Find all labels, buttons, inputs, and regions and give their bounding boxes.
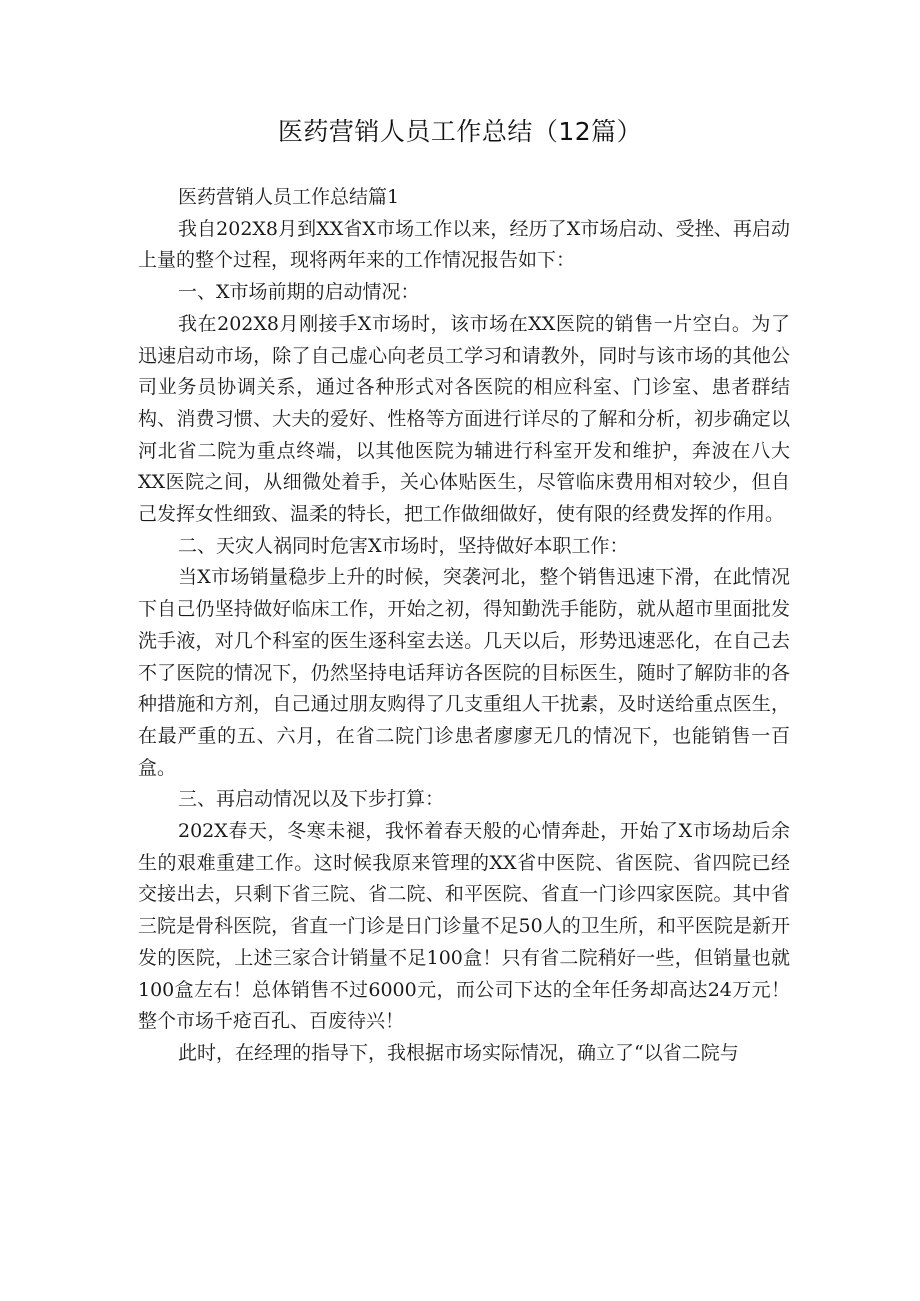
section-heading-3: 三、再启动情况以及下步打算： — [178, 788, 445, 811]
paragraph-intro: 我自202X8月到XX省X市场工作以来，经历了X市场启动、受挫、再启动上量的整个过程，现将两年来的工作情况报告如下： — [138, 217, 790, 272]
paragraph-section-1: 我在202X8月刚接手X市场时，该市场在XX医院的销售一片空白。为了迅速启动市场，除了自己虚心向老员工学习和请教外，同时与该市场的其他公司业务员协调关系，通过各种形式对各医院的相应科室、门诊室、患者群结构、消费习惯、大夫的爱好、性格等方面进行详尽的了解和分析，初步确定以河北省二院为重点终端，以其他医院为辅进行科室开发和维护，奔波在八大XX医院之间，从细微处着手，关心体贴医生，尽管临床费用相对较少，但自己发挥女性细致、温柔的特长，把工作做细做好，使有限的经费发挥的作用。 — [138, 312, 790, 526]
document-body — [138, 182, 790, 1070]
section-heading-1: 一、X市场前期的启动情况： — [178, 281, 420, 304]
paragraph-section-3: 202X春天，冬寒未褪，我怀着春天般的心情奔赴，开始了X市场劫后余生的艰难重建工作。这时候我原来管理的XX省中医院、省医院、省四院已经交接出去，只剩下省三院、省二院、和平医院、省直一门诊四家医院。其中省三院是骨科医院，省直一门诊是日门诊量不足50人的卫生所，和平医院是新开发的医院，上述三家合计销量不足100盒！只有省二院稍好一些，但销量也就100盒左右！总体销售不过6000元，而公司下达的全年任务却高达24万元！整个市场千疮百孔、百废待兴！ — [138, 820, 790, 1033]
section-subtitle: 医药营销人员工作总结篇1 — [178, 186, 400, 208]
paragraph-section-2: 当X市场销量稳步上升的时候，突袭河北，整个销售迅速下滑，在此情况下自己仍坚持做好临床工作，开始之初，得知勤洗手能防，就从超市里面批发洗手液，对几个科室的医生逐科室去送。几天以后，形势迅速恶化，在自己去不了医院的情况下，仍然坚持电话拜访各医院的目标医生，随时了解防非的各种措施和方剂，自己通过朋友购得了几支重组人干扰素，及时送给重点医生，在最严重的五、六月，在省二院门诊患者廖廖无几的情况下，也能销售一百盒。 — [138, 566, 790, 779]
document-title: 医药营销人员工作总结（12篇） — [277, 117, 643, 146]
section-heading-2: 二、天灾人祸同时危害X市场时，坚持做好本职工作： — [178, 534, 629, 557]
paragraph-continuation: 此时，在经理的指导下，我根据市场实际情况，确立了“以省二院与 — [178, 1041, 739, 1064]
